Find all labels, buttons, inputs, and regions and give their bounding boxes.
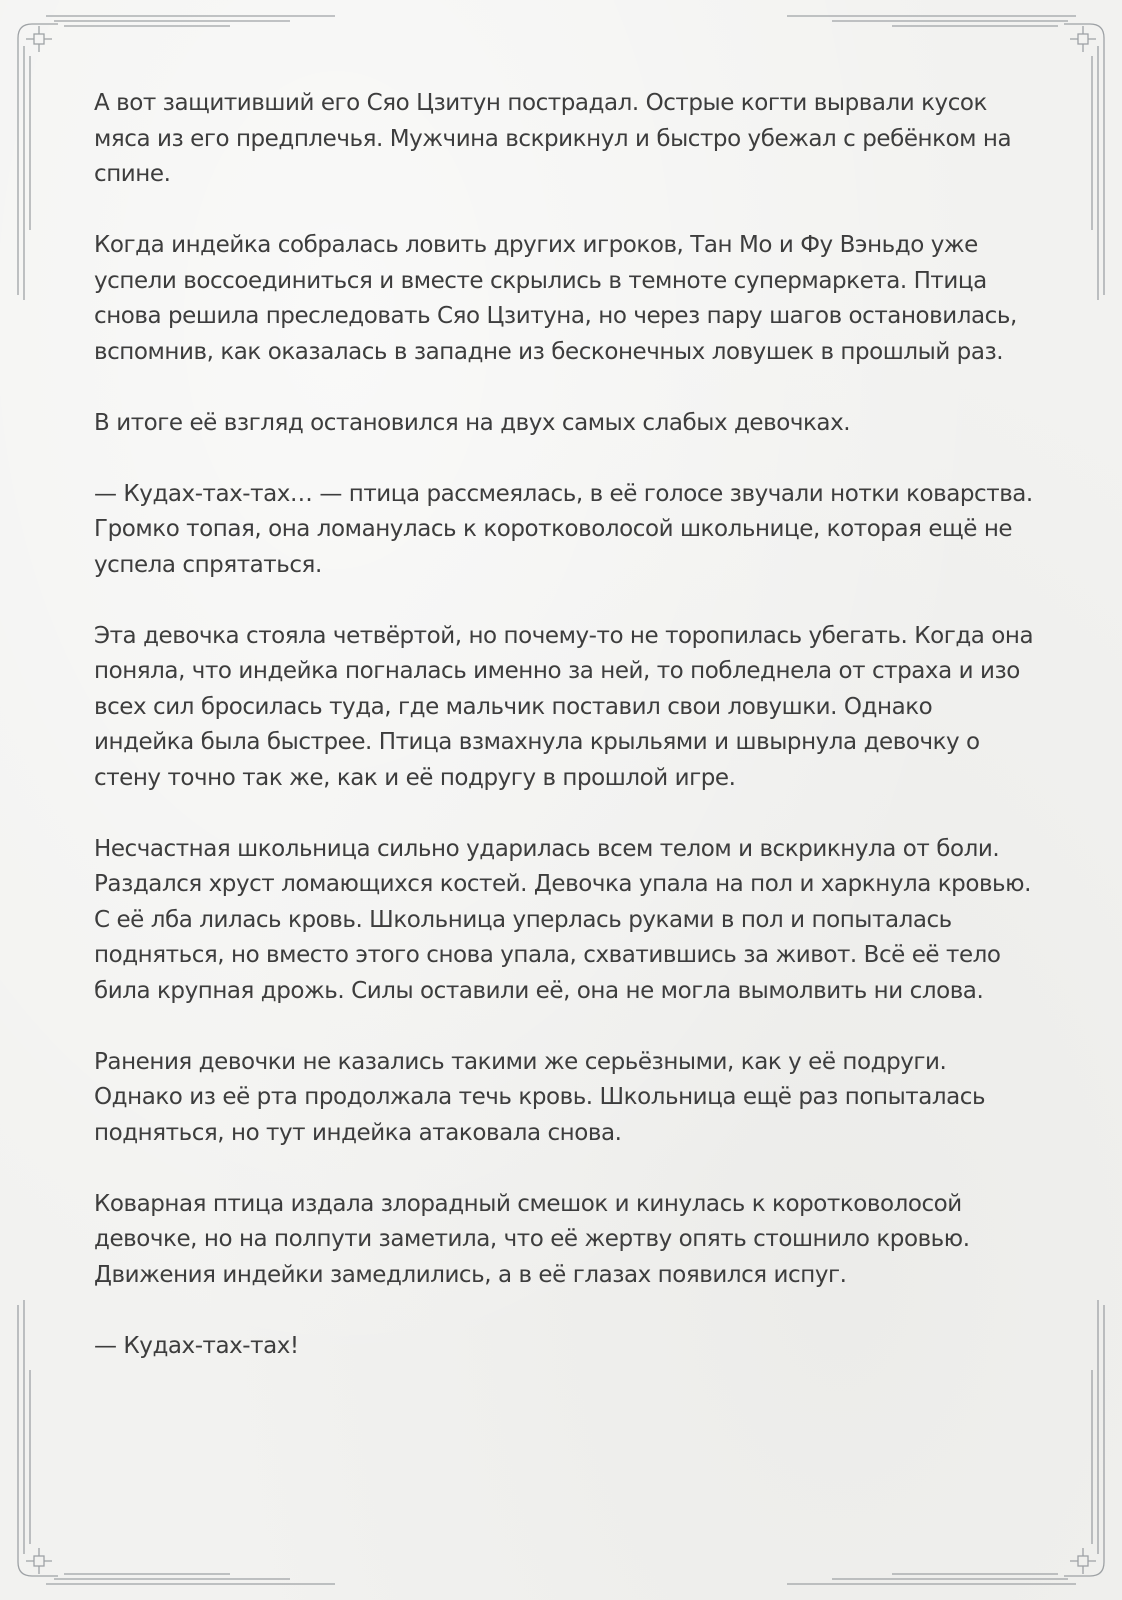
paragraph: А вот защитивший его Сяо Цзитун пострадал. Острые когти вырвали кусок мяса из его предплечья. Мужчина вскрикнул и быстро убежал с ребёнком на спине.: [94, 90, 1012, 187]
paragraph: Когда индейка собралась ловить других игроков, Тан Мо и Фу Вэньдо уже успели воссоединиться и вместе скрылись в темноте супермаркета. Птица снова решила преследовать Сяо Цзитуна, но через пару шагов остановилась, вспомнив, как оказалась в западне из бесконечных ловушек в прошлый раз.: [94, 232, 1017, 365]
paragraph: Несчастная школьница сильно ударилась всем телом и вскрикнула от боли. Раздался хруст ломающихся костей. Девочка упала на пол и харкнула кровью. С её лба лилась кровь. Школьница уперлась руками в пол и попыталась подняться, но вместо этого снова упала, схватившись за живот. Всё её тело била крупная дрожь. Силы оставили её, она не могла вымолвить ни слова.: [94, 835, 1031, 1004]
paragraph: Эта девочка стояла четвёртой, но почему-то не торопилась убегать. Когда она поняла, что индейка погналась именно за ней, то побледнела от страха и изо всех сил бросилась туда, где мальчик поставил свои ловушки. Однако индейка была быстрее. Птица взмахнула крыльями и швырнула девочку о стену точно так же, как и её подругу в прошлой игре.: [94, 622, 1034, 791]
paragraph: Коварная птица издала злорадный смешок и кинулась к коротковолосой девочке, но на полпути заметила, что её жертву опять стошнило кровью. Движения индейки замедлились, а в её глазах появился испуг.: [94, 1190, 970, 1288]
paragraph: — Кудах-тах-тах!: [94, 1332, 299, 1359]
paragraph: Ранения девочки не казались такими же серьёзными, как у её подруги. Однако из её рта продолжала течь кровь. Школьница ещё раз попыталась подняться, но тут индейка атаковала снова.: [94, 1048, 986, 1146]
page-text: [94, 86, 1034, 1400]
paragraph: В итоге её взгляд остановился на двух самых слабых девочках.: [94, 409, 851, 436]
paragraph: — Кудах-тах-тах… — птица рассмеялась, в её голосе звучали нотки коварства. Громко топая, она ломанулась к коротковолосой школьнице, которая ещё не успела спрятаться.: [94, 480, 1033, 578]
